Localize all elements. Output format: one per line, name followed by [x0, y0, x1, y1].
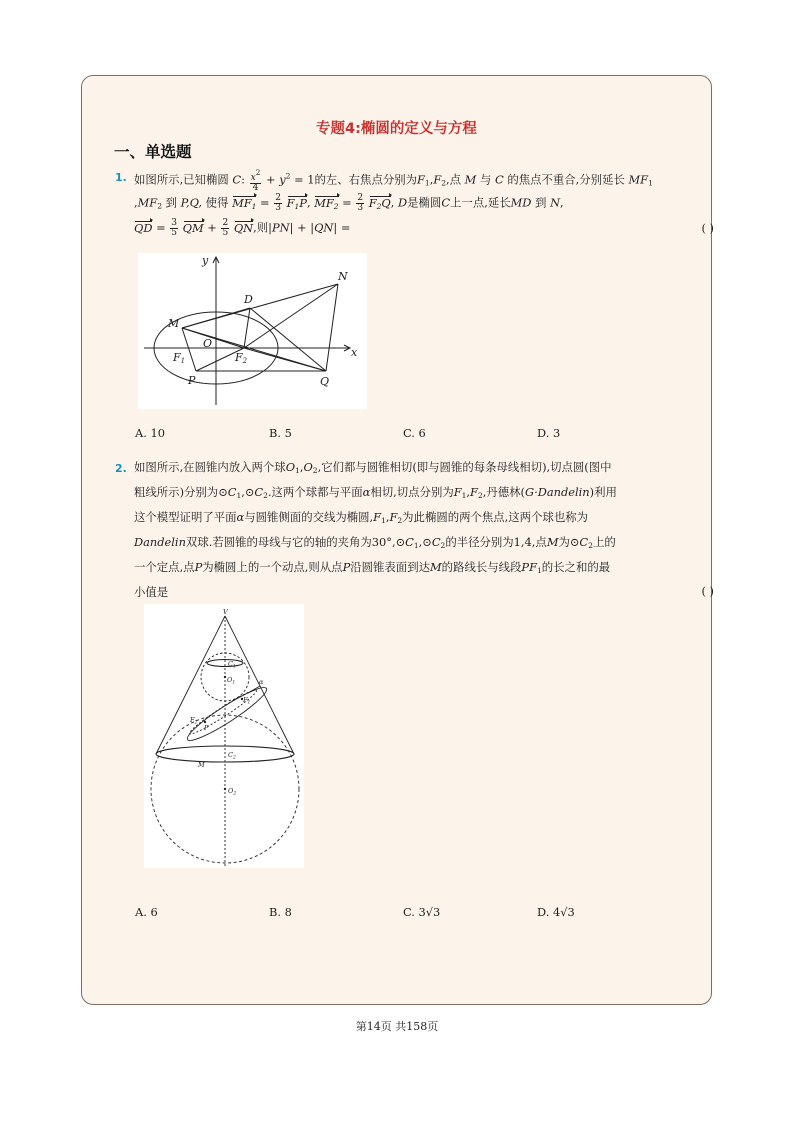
- label-n: N: [338, 270, 348, 283]
- option-d[interactable]: D. 3: [537, 426, 561, 440]
- label-c2: $C_2$: [228, 751, 236, 761]
- label-v: V: [223, 608, 228, 616]
- q2-line-6: 小值是: [134, 585, 169, 599]
- content-card: [81, 75, 712, 1005]
- page-title: 专题4:椭圆的定义与方程: [316, 121, 477, 137]
- vector: $F_1P$: [286, 195, 307, 211]
- label-f2: F2: [235, 351, 248, 365]
- label-o1: $O_1$: [227, 676, 236, 686]
- label-y: y: [202, 254, 209, 267]
- vector: $F_2Q$: [368, 195, 391, 211]
- option-c[interactable]: C. 3√3: [403, 905, 441, 919]
- vector: QD: [134, 220, 153, 235]
- dandelin-diagram: [144, 604, 304, 868]
- vector: QM: [182, 220, 204, 235]
- label-f1: $F_1$: [243, 696, 251, 706]
- label-f1: F1: [173, 351, 186, 365]
- q1-line-2: $,MF_2$ 到 P,Q, 使得 $MF_1$ = $\frac{2}{3}$ $F_1P$, $MF_2$ = $\frac{2}{3}$ $F_2Q$, D是椭圆C上一点,延长MD 到 N,: [134, 193, 564, 213]
- label-d: D: [244, 293, 253, 306]
- label-m: M: [198, 761, 205, 769]
- answer-blank: ( ): [701, 221, 714, 235]
- option-c[interactable]: C. 6: [403, 426, 426, 440]
- figure-dandelin-spheres: [144, 604, 304, 868]
- label-p: P: [188, 374, 196, 387]
- figure-ellipse: [138, 253, 367, 409]
- label-alpha: α: [259, 678, 264, 686]
- answer-blank: ( ): [701, 584, 714, 598]
- label-q: Q: [320, 375, 330, 388]
- q1-line-1: 如图所示,已知椭圆 C: $\frac{x^2}{4}$ + $y^2 = 1$的左、右焦点分别为$F_1,F_2$,点 M 与 C 的焦点不重合,分别延长 $MF_1$: [134, 168, 653, 193]
- ellipse-diagram: [138, 253, 367, 409]
- vector: $MF_1$: [232, 195, 257, 211]
- q2-line-2: 粗线所示)分别为$⊙C_1,⊙C_2$.这两个球都与平面α相切,切点分别为$F_1,F_2$,丹德林(G·Dandelin)利用: [134, 485, 617, 500]
- option-a[interactable]: A. 6: [135, 905, 158, 919]
- q2-line-1: 如图所示,在圆锥内放入两个球$O_1,O_2$,它们都与圆锥相切(即与圆锥的每条母线相切),切点圆(图中: [134, 460, 612, 475]
- label-m: M: [168, 317, 180, 330]
- fraction: $\frac{2}{3}$: [275, 193, 281, 213]
- q1-line-3: QD = $\frac{3}{5}$ QM + $\frac{2}{5}$ QN,则|PN| + |QN| =: [134, 218, 351, 238]
- fraction: $\frac{2}{3}$: [357, 193, 364, 213]
- label-x: x: [351, 346, 358, 359]
- option-d[interactable]: D. 4√3: [537, 905, 575, 919]
- option-a[interactable]: A. 10: [135, 426, 165, 440]
- page-footer: 第14页 共158页: [355, 1020, 439, 1033]
- vector: QN: [233, 220, 254, 235]
- label-c1: $C_1$: [228, 660, 236, 670]
- fraction: $\frac{x^2}{4}$: [250, 168, 261, 193]
- label-o2: $O_2$: [228, 787, 237, 797]
- label-p: P: [204, 724, 209, 732]
- vector: $MF_2$: [314, 195, 339, 211]
- fraction: $\frac{3}{5}$: [171, 218, 178, 238]
- label-o: O: [203, 337, 213, 350]
- question-number: 1.: [115, 171, 127, 184]
- option-b[interactable]: B. 5: [269, 426, 292, 440]
- q2-line-3: 这个模型证明了平面α与圆锥侧面的交线为椭圆$,F_1,F_2$为此椭圆的两个焦点,这两个球也称为: [134, 510, 589, 525]
- q2-line-5: 一个定点,点P为椭圆上的一个动点,则从点P沿圆锥表面到达M的路线长与线段$PF_1$的长之和的最: [134, 560, 611, 575]
- fraction: $\frac{2}{5}$: [222, 218, 229, 238]
- option-b[interactable]: B. 8: [269, 905, 292, 919]
- q2-line-4: Dandelin双球.若圆锥的母线与它的轴的夹角为$30^\circ,⊙C_1,⊙C_2$的半径分别为1,4,点M为$⊙C_2$上的: [134, 535, 616, 550]
- label-f2: $F_2$: [190, 716, 198, 726]
- section-heading: 一、单选题: [114, 143, 192, 161]
- question-number: 2.: [115, 462, 127, 475]
